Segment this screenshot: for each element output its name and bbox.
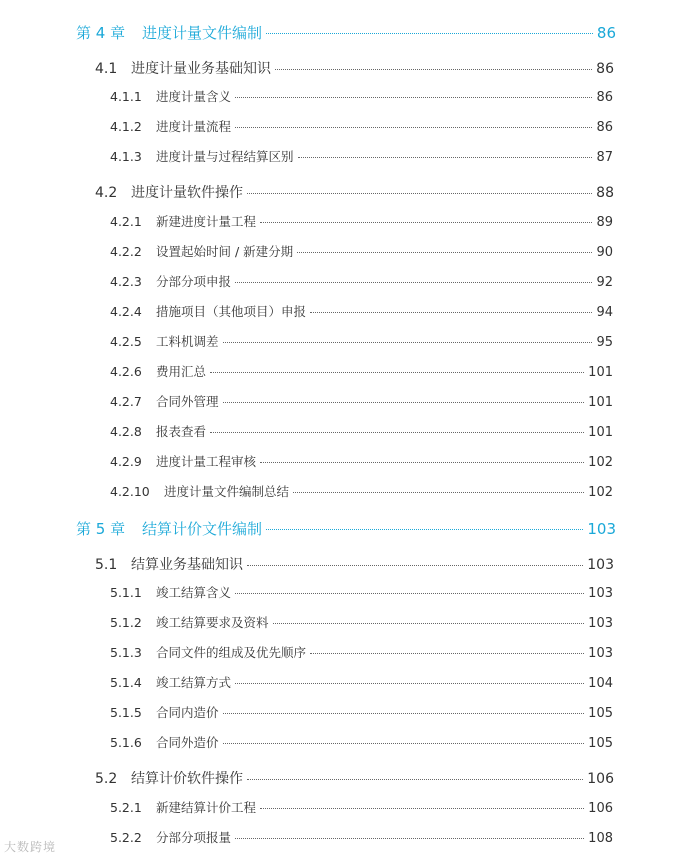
dot-leader: [260, 454, 584, 463]
page-number: 102: [588, 485, 613, 500]
page-number: 86: [596, 61, 614, 77]
page-number: 103: [587, 520, 616, 538]
item-title: 分部分项申报: [156, 274, 232, 289]
page-number: 101: [588, 365, 613, 380]
page-number: 88: [596, 185, 614, 201]
section-title: 结算业务基础知识: [131, 557, 243, 573]
item-title: 合同外造价: [156, 735, 219, 750]
item-title: 进度计量文件编制总结: [164, 484, 290, 499]
item-number: 4.1.2: [110, 119, 142, 134]
dot-leader: [235, 830, 584, 839]
toc-item-4-2-4[interactable]: [110, 302, 613, 320]
watermark: 大数跨境: [4, 840, 57, 854]
toc-item-4-2-7[interactable]: [110, 392, 613, 410]
item-number: 4.2.5: [110, 334, 142, 349]
item-number: 5.1.6: [110, 735, 142, 750]
toc-chapter-4[interactable]: [76, 22, 616, 43]
dot-leader: [260, 214, 592, 223]
page-number: 86: [596, 90, 613, 105]
toc-item-5-1-3[interactable]: [110, 643, 613, 661]
item-title: 合同外管理: [156, 394, 219, 409]
chapter-title: 结算计价文件编制: [142, 520, 263, 538]
toc-section-4-2[interactable]: [95, 182, 614, 202]
item-number: 4.2.7: [110, 394, 142, 409]
section-number: 5.1: [95, 557, 118, 573]
dot-leader: [235, 675, 584, 684]
dot-leader: [223, 735, 585, 744]
item-title: 设置起始时间 / 新建分期: [156, 244, 294, 259]
page-number: 103: [587, 557, 614, 573]
toc-item-4-2-10[interactable]: [110, 482, 613, 500]
dot-leader: [266, 24, 593, 34]
item-title: 费用汇总: [156, 364, 207, 379]
page-number: 87: [596, 150, 613, 165]
dot-leader: [293, 484, 584, 493]
toc-item-4-2-5[interactable]: [110, 332, 613, 350]
toc-chapter-5[interactable]: [76, 518, 616, 539]
toc-item-5-1-6[interactable]: [110, 733, 613, 751]
item-number: 4.2.8: [110, 424, 142, 439]
item-number: 4.2.2: [110, 244, 142, 259]
page-number: 108: [588, 831, 613, 846]
page-number: 105: [588, 706, 613, 721]
page-number: 103: [588, 646, 613, 661]
item-number: 4.1.3: [110, 149, 142, 164]
item-title: 措施项目（其他项目）申报: [156, 304, 307, 319]
toc-item-5-2-2[interactable]: [110, 828, 613, 846]
dot-leader: [297, 244, 592, 253]
item-number: 4.1.1: [110, 89, 142, 104]
toc-item-4-1-2[interactable]: [110, 117, 613, 135]
item-title: 新建结算计价工程: [156, 800, 257, 815]
section-title: 进度计量软件操作: [131, 185, 243, 201]
item-title: 进度计量工程审核: [156, 454, 257, 469]
toc-item-5-1-1[interactable]: [110, 583, 613, 601]
dot-leader: [247, 556, 583, 565]
item-title: 报表查看: [156, 424, 207, 439]
page-number: 86: [596, 120, 613, 135]
page-number: 103: [588, 616, 613, 631]
chapter-number: 第 5 章: [76, 520, 126, 538]
dot-leader: [310, 304, 592, 313]
page-number: 102: [588, 455, 613, 470]
toc-item-5-1-5[interactable]: [110, 703, 613, 721]
page-number: 90: [596, 245, 613, 260]
section-title: 结算计价软件操作: [131, 771, 243, 787]
item-title: 合同内造价: [156, 705, 219, 720]
toc-item-4-1-1[interactable]: [110, 87, 613, 105]
toc-item-5-2-1[interactable]: [110, 798, 613, 816]
item-number: 5.1.4: [110, 675, 142, 690]
item-number: 5.1.5: [110, 705, 142, 720]
dot-leader: [210, 364, 584, 373]
dot-leader: [235, 585, 584, 594]
toc-section-4-1[interactable]: [95, 58, 614, 78]
toc-item-4-2-3[interactable]: [110, 272, 613, 290]
dot-leader: [275, 60, 592, 69]
page-number: 101: [588, 425, 613, 440]
page-number: 95: [596, 335, 613, 350]
item-number: 4.2.10: [110, 484, 150, 499]
chapter-title: 进度计量文件编制: [142, 24, 263, 42]
toc-item-4-2-6[interactable]: [110, 362, 613, 380]
item-title: 竣工结算含义: [156, 585, 232, 600]
section-number: 4.1: [95, 61, 118, 77]
item-number: 5.1.3: [110, 645, 142, 660]
item-title: 进度计量与过程结算区别: [156, 149, 294, 164]
toc-item-5-1-2[interactable]: [110, 613, 613, 631]
toc-item-4-1-3[interactable]: [110, 147, 613, 165]
dot-leader: [273, 615, 585, 624]
page-number: 105: [588, 736, 613, 751]
item-number: 4.2.3: [110, 274, 142, 289]
section-title: 进度计量业务基础知识: [131, 61, 271, 77]
page-number: 89: [596, 215, 613, 230]
item-number: 4.2.9: [110, 454, 142, 469]
dot-leader: [210, 424, 584, 433]
item-number: 4.2.4: [110, 304, 142, 319]
section-number: 5.2: [95, 771, 118, 787]
page-number: 92: [596, 275, 613, 290]
dot-leader: [235, 89, 592, 98]
dot-leader: [247, 184, 592, 193]
item-title: 合同文件的组成及优先顺序: [156, 645, 307, 660]
item-number: 5.1.2: [110, 615, 142, 630]
item-title: 分部分项报量: [156, 830, 232, 845]
page-number: 104: [588, 676, 613, 691]
toc-item-4-2-9[interactable]: [110, 452, 613, 470]
item-title: 进度计量流程: [156, 119, 232, 134]
item-number: 4.2.6: [110, 364, 142, 379]
dot-leader: [266, 520, 583, 530]
page-number: 106: [587, 771, 614, 787]
dot-leader: [260, 800, 584, 809]
dot-leader: [223, 334, 593, 343]
item-number: 5.1.1: [110, 585, 142, 600]
item-number: 5.2.2: [110, 830, 142, 845]
item-title: 工料机调差: [156, 334, 219, 349]
toc-item-5-1-4[interactable]: [110, 673, 613, 691]
dot-leader: [235, 119, 592, 128]
item-number: 4.2.1: [110, 214, 142, 229]
toc-item-4-2-2[interactable]: [110, 242, 613, 260]
item-title: 竣工结算要求及资料: [156, 615, 269, 630]
item-title: 进度计量含义: [156, 89, 232, 104]
toc-item-4-2-1[interactable]: [110, 212, 613, 230]
dot-leader: [247, 770, 583, 779]
dot-leader: [298, 149, 593, 158]
dot-leader: [223, 705, 585, 714]
dot-leader: [310, 645, 584, 654]
toc-section-5-2[interactable]: [95, 768, 614, 788]
page-number: 94: [596, 305, 613, 320]
chapter-number: 第 4 章: [76, 24, 126, 42]
item-title: 新建进度计量工程: [156, 214, 257, 229]
item-number: 5.2.1: [110, 800, 142, 815]
dot-leader: [223, 394, 585, 403]
item-title: 竣工结算方式: [156, 675, 232, 690]
page-number: 101: [588, 395, 613, 410]
section-number: 4.2: [95, 185, 118, 201]
toc-item-4-2-8[interactable]: [110, 422, 613, 440]
page-number: 86: [596, 24, 616, 42]
page-number: 103: [588, 586, 613, 601]
toc-section-5-1[interactable]: [95, 554, 614, 574]
dot-leader: [235, 274, 592, 283]
page-number: 106: [588, 801, 613, 816]
